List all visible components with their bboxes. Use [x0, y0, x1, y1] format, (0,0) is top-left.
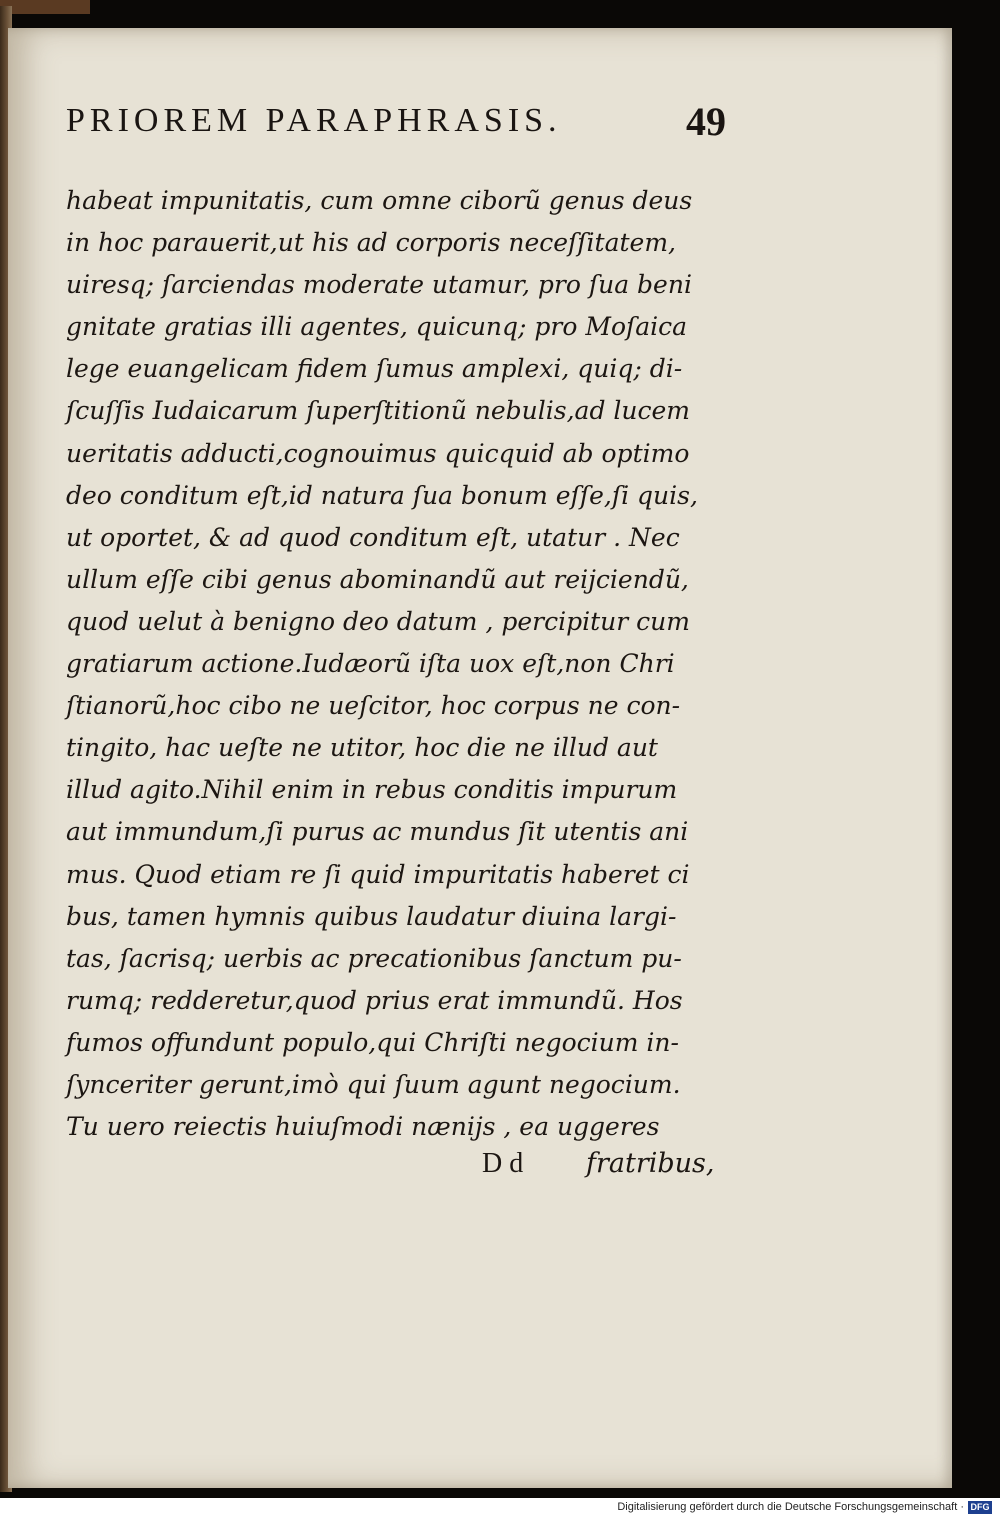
text-line: ſynceriter gerunt,imò qui ſuum agunt negocium.: [66, 1069, 681, 1099]
dfg-logo-icon: DFG: [968, 1501, 992, 1514]
text-line: ſtianorũ,hoc cibo ne ueſcitor, hoc corpus ne con-: [66, 691, 681, 721]
text-line: gnitate gratias illi agentes, quicunq; pro Moſaica: [66, 312, 688, 342]
text-line: ut oportet, & ad quod conditum eſt, utatur . Nec: [66, 522, 680, 552]
text-line: tingito, hac ueſte ne utitor, hoc die ne illud aut: [66, 733, 658, 763]
text-line: gratiarum actione.Iudæorũ iſta uox eſt,non Chri: [66, 649, 675, 679]
text-line: in hoc parauerit,ut his ad corporis neceſſitatem,: [66, 228, 676, 258]
text-line: aut immundum,ſi purus ac mundus ſit utentis ani: [66, 817, 689, 847]
text-line: quod uelut à benigno deo datum , percipitur cum: [66, 606, 690, 636]
text-line: ueritatis adducti,cognouimus quicquid ab optimo: [66, 438, 690, 468]
catchline: [66, 1148, 716, 1190]
text-line: deo conditum eſt,id natura ſua bonum eſſe,ſi quis,: [66, 480, 698, 510]
text-line: habeat impunitatis, cum omne ciborũ genus deus: [66, 186, 693, 215]
text-line: lege euangelicam fidem ſumus amplexi, quiq; di-: [66, 354, 683, 384]
running-title: PRIOREM PARAPHRASIS.: [66, 102, 562, 139]
book-top-edge: [0, 0, 90, 14]
signature-mark: D d: [482, 1148, 524, 1179]
text-line: bus, tamen hymnis quibus laudatur diuina largi-: [66, 901, 677, 931]
text-line: rumq; redderetur,quod prius erat immundũ. Hos: [66, 985, 683, 1015]
body-text: [66, 180, 716, 1148]
text-line: uiresq; ſarciendas moderate utamur, pro ſua beni: [66, 270, 692, 300]
footer-bar: [0, 1498, 1000, 1518]
text-line: Tu uero reiectis huiuſmodi nænijs , ea uggeres: [66, 1112, 660, 1142]
catchword: fratribus,: [586, 1148, 715, 1179]
text-line: illud agito.Nihil enim in rebus conditis impurum: [66, 775, 678, 805]
text-line: fumos offundunt populo,qui Chriſti negocium in-: [66, 1027, 679, 1057]
text-line: tas, ſacrisq; uerbis ac precationibus ſanctum pu-: [66, 943, 682, 973]
page-number: 49: [686, 99, 726, 144]
text-line: ullum eſſe cibi genus abominandũ aut reijciendũ,: [66, 564, 689, 594]
text-line: ſcuſſis Iudaicarum ſuperſtitionũ nebulis,ad lucem: [66, 396, 690, 426]
text-line: mus. Quod etiam re ſi quid impuritatis haberet ci: [66, 859, 690, 889]
page-header: [60, 99, 760, 162]
footer-credit: Digitalisierung gefördert durch die Deutsche Forschungsgemeinschaft ·: [617, 1501, 964, 1513]
